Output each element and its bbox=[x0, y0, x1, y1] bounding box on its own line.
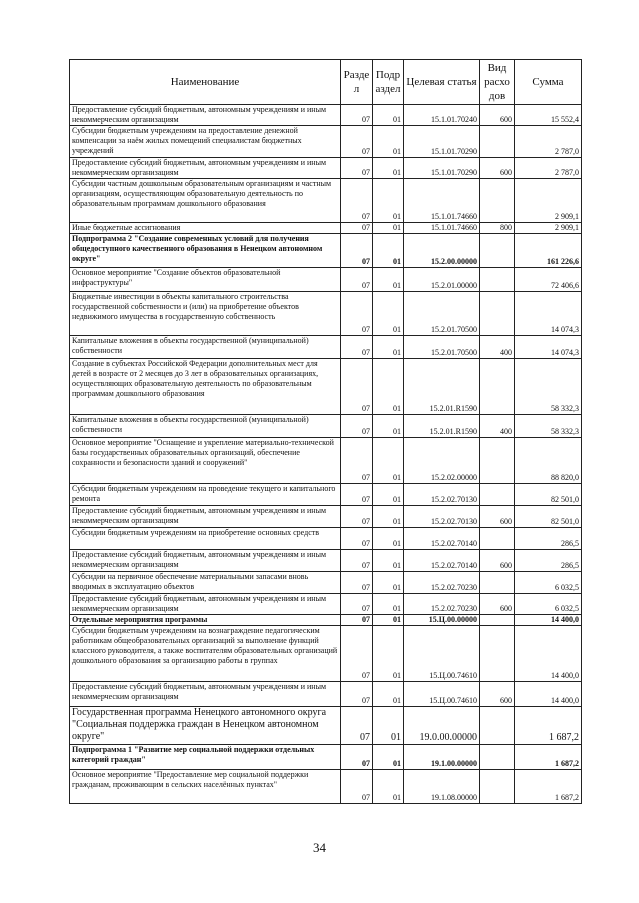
cell-vid: 600 bbox=[480, 158, 515, 179]
cell-name: Предоставление субсидий бюджетным, автономным учреждениям и иным некоммерческим организациям bbox=[70, 594, 341, 615]
cell-sum: 286,5 bbox=[515, 550, 582, 572]
cell-podrazdel: 01 bbox=[373, 745, 404, 770]
cell-podrazdel: 01 bbox=[373, 292, 404, 336]
table-row bbox=[70, 745, 582, 770]
table-row bbox=[70, 359, 582, 415]
cell-sum: 14 400,0 bbox=[515, 682, 582, 707]
cell-podrazdel: 01 bbox=[373, 359, 404, 415]
cell-sum: 6 032,5 bbox=[515, 572, 582, 594]
cell-vid: 600 bbox=[480, 682, 515, 707]
cell-podrazdel: 01 bbox=[373, 528, 404, 550]
cell-razdel: 07 bbox=[341, 770, 373, 804]
cell-razdel: 07 bbox=[341, 126, 373, 158]
cell-name: Государственная программа Ненецкого автономного округа "Социальная поддержка граждан в Ненецком автономном округе" bbox=[70, 707, 341, 745]
cell-sum: 58 332,3 bbox=[515, 359, 582, 415]
cell-razdel: 07 bbox=[341, 336, 373, 359]
table-row bbox=[70, 234, 582, 268]
col-header-vid: Вид расхо дов bbox=[480, 60, 515, 105]
table-row bbox=[70, 415, 582, 438]
cell-target: 15.2.01.R1590 bbox=[404, 415, 480, 438]
cell-vid: 600 bbox=[480, 105, 515, 126]
cell-razdel: 07 bbox=[341, 745, 373, 770]
cell-sum: 2 787,0 bbox=[515, 158, 582, 179]
cell-sum: 1 687,2 bbox=[515, 770, 582, 804]
cell-vid: 600 bbox=[480, 550, 515, 572]
col-header-razdel: Разде л bbox=[341, 60, 373, 105]
cell-name: Подпрограмма 1 "Развитие мер социальной поддержки отдельных категорий граждан" bbox=[70, 745, 341, 770]
cell-name: Субсидии бюджетным учреждениям на приобретение основных средств bbox=[70, 528, 341, 550]
page-number: 34 bbox=[313, 840, 326, 855]
cell-name: Иные бюджетные ассигнования bbox=[70, 223, 341, 234]
cell-sum: 15 552,4 bbox=[515, 105, 582, 126]
cell-vid bbox=[480, 359, 515, 415]
cell-target: 15.1.01.70240 bbox=[404, 105, 480, 126]
cell-target: 19.1.00.00000 bbox=[404, 745, 480, 770]
cell-sum: 14 400,0 bbox=[515, 626, 582, 682]
table-row bbox=[70, 126, 582, 158]
cell-podrazdel: 01 bbox=[373, 336, 404, 359]
table-row bbox=[70, 105, 582, 126]
cell-name: Капитальные вложения в объекты государственной (муниципальной) собственности bbox=[70, 336, 341, 359]
cell-razdel: 07 bbox=[341, 438, 373, 484]
cell-razdel: 07 bbox=[341, 572, 373, 594]
cell-razdel: 07 bbox=[341, 179, 373, 223]
cell-target: 15.2.00.00000 bbox=[404, 234, 480, 268]
cell-vid bbox=[480, 484, 515, 506]
table-header-row bbox=[70, 60, 582, 105]
col-header-target: Целевая статья bbox=[404, 60, 480, 105]
cell-name: Капитальные вложения в объекты государственной (муниципальной) собственности bbox=[70, 415, 341, 438]
cell-podrazdel: 01 bbox=[373, 707, 404, 745]
cell-target: 15.2.02.00000 bbox=[404, 438, 480, 484]
cell-razdel: 07 bbox=[341, 484, 373, 506]
cell-name: Подпрограмма 2 "Создание современных условий для получения общедоступного качественного образования в Ненецком автономном округе" bbox=[70, 234, 341, 268]
cell-target: 15.2.01.70500 bbox=[404, 336, 480, 359]
cell-name: Предоставление субсидий бюджетным, автономным учреждениям и иным некоммерческим организациям bbox=[70, 682, 341, 707]
col-header-name: Наименование bbox=[70, 60, 341, 105]
cell-vid bbox=[480, 572, 515, 594]
cell-podrazdel: 01 bbox=[373, 682, 404, 707]
cell-razdel: 07 bbox=[341, 615, 373, 626]
cell-sum: 286,5 bbox=[515, 528, 582, 550]
table-row bbox=[70, 626, 582, 682]
cell-target: 15.Ц.00.74610 bbox=[404, 626, 480, 682]
cell-podrazdel: 01 bbox=[373, 506, 404, 528]
cell-vid: 600 bbox=[480, 506, 515, 528]
cell-razdel: 07 bbox=[341, 359, 373, 415]
cell-sum: 14 400,0 bbox=[515, 615, 582, 626]
cell-podrazdel: 01 bbox=[373, 594, 404, 615]
cell-razdel: 07 bbox=[341, 550, 373, 572]
cell-razdel: 07 bbox=[341, 158, 373, 179]
cell-razdel: 07 bbox=[341, 234, 373, 268]
cell-sum: 14 074,3 bbox=[515, 292, 582, 336]
cell-sum: 161 226,6 bbox=[515, 234, 582, 268]
table-row bbox=[70, 438, 582, 484]
cell-vid: 800 bbox=[480, 223, 515, 234]
cell-vid bbox=[480, 528, 515, 550]
cell-podrazdel: 01 bbox=[373, 615, 404, 626]
cell-podrazdel: 01 bbox=[373, 770, 404, 804]
cell-podrazdel: 01 bbox=[373, 223, 404, 234]
cell-vid bbox=[480, 615, 515, 626]
cell-razdel: 07 bbox=[341, 223, 373, 234]
cell-target: 15.1.01.70290 bbox=[404, 126, 480, 158]
cell-podrazdel: 01 bbox=[373, 550, 404, 572]
cell-vid bbox=[480, 234, 515, 268]
cell-target: 15.2.01.00000 bbox=[404, 268, 480, 292]
cell-name: Предоставление субсидий бюджетным, автономным учреждениям и иным некоммерческим организациям bbox=[70, 550, 341, 572]
col-header-podrazdel: Подр аздел bbox=[373, 60, 404, 105]
table-row bbox=[70, 484, 582, 506]
table-row bbox=[70, 707, 582, 745]
cell-sum: 2 909,1 bbox=[515, 179, 582, 223]
cell-name: Предоставление субсидий бюджетным, автономным учреждениям и иным некоммерческим организациям bbox=[70, 158, 341, 179]
cell-target: 15.Ц.00.00000 bbox=[404, 615, 480, 626]
cell-target: 15.2.01.R1590 bbox=[404, 359, 480, 415]
cell-name: Субсидии на первичное обеспечение материальными запасами вновь вводимых в эксплуатацию объектов bbox=[70, 572, 341, 594]
cell-name: Основное мероприятие "Создание объектов образовательной инфраструктуры" bbox=[70, 268, 341, 292]
table-row bbox=[70, 682, 582, 707]
cell-sum: 88 820,0 bbox=[515, 438, 582, 484]
cell-target: 15.1.01.70290 bbox=[404, 158, 480, 179]
table-row bbox=[70, 268, 582, 292]
cell-podrazdel: 01 bbox=[373, 438, 404, 484]
cell-razdel: 07 bbox=[341, 707, 373, 745]
cell-vid bbox=[480, 707, 515, 745]
table-row bbox=[70, 336, 582, 359]
cell-podrazdel: 01 bbox=[373, 179, 404, 223]
cell-vid bbox=[480, 626, 515, 682]
cell-name: Субсидии частным дошкольным образовательным организациям и частным организациям, осуществляющим образовательную деятельность по образовательным программам дошкольного образования bbox=[70, 179, 341, 223]
table-row bbox=[70, 292, 582, 336]
cell-name: Основное мероприятие "Оснащение и укрепление материально-технической базы государственных образовательных организаций, обеспечение сохранности и безопасности зданий и сооружений" bbox=[70, 438, 341, 484]
table-row bbox=[70, 179, 582, 223]
cell-podrazdel: 01 bbox=[373, 268, 404, 292]
cell-razdel: 07 bbox=[341, 528, 373, 550]
cell-name: Субсидии бюджетным учреждениям на вознаграждение педагогическим работникам общеобразовательных организаций за выполнение функций классного руководителя, а также воспитателям образовательных организаций дошкольного образования за организацию работы в группах bbox=[70, 626, 341, 682]
cell-razdel: 07 bbox=[341, 682, 373, 707]
cell-target: 15.2.02.70230 bbox=[404, 572, 480, 594]
cell-sum: 1 687,2 bbox=[515, 745, 582, 770]
cell-target: 19.1.08.00000 bbox=[404, 770, 480, 804]
cell-razdel: 07 bbox=[341, 292, 373, 336]
cell-razdel: 07 bbox=[341, 105, 373, 126]
cell-podrazdel: 01 bbox=[373, 626, 404, 682]
table-row bbox=[70, 528, 582, 550]
cell-razdel: 07 bbox=[341, 506, 373, 528]
cell-sum: 82 501,0 bbox=[515, 484, 582, 506]
cell-name: Предоставление субсидий бюджетным, автономным учреждениям и иным некоммерческим организациям bbox=[70, 506, 341, 528]
cell-target: 15.2.02.70140 bbox=[404, 550, 480, 572]
cell-vid bbox=[480, 179, 515, 223]
cell-target: 15.2.02.70230 bbox=[404, 594, 480, 615]
cell-vid bbox=[480, 268, 515, 292]
cell-vid: 400 bbox=[480, 415, 515, 438]
cell-vid bbox=[480, 126, 515, 158]
table-row bbox=[70, 550, 582, 572]
cell-podrazdel: 01 bbox=[373, 415, 404, 438]
cell-target: 15.2.02.70130 bbox=[404, 484, 480, 506]
cell-target: 15.2.01.70500 bbox=[404, 292, 480, 336]
cell-razdel: 07 bbox=[341, 626, 373, 682]
col-header-sum: Сумма bbox=[515, 60, 582, 105]
cell-razdel: 07 bbox=[341, 415, 373, 438]
cell-name: Предоставление субсидий бюджетным, автономным учреждениям и иным некоммерческим организациям bbox=[70, 105, 341, 126]
cell-vid: 400 bbox=[480, 336, 515, 359]
cell-vid: 600 bbox=[480, 594, 515, 615]
cell-vid bbox=[480, 745, 515, 770]
cell-sum: 58 332,3 bbox=[515, 415, 582, 438]
cell-podrazdel: 01 bbox=[373, 484, 404, 506]
table-row bbox=[70, 572, 582, 594]
cell-sum: 72 406,6 bbox=[515, 268, 582, 292]
cell-target: 15.Ц.00.74610 bbox=[404, 682, 480, 707]
cell-sum: 2 787,0 bbox=[515, 126, 582, 158]
cell-target: 15.1.01.74660 bbox=[404, 179, 480, 223]
cell-vid bbox=[480, 438, 515, 484]
table-row bbox=[70, 223, 582, 234]
cell-sum: 14 074,3 bbox=[515, 336, 582, 359]
table-body bbox=[70, 105, 582, 804]
cell-target: 15.2.02.70130 bbox=[404, 506, 480, 528]
cell-target: 15.1.01.74660 bbox=[404, 223, 480, 234]
cell-name: Создание в субъектах Российской Федерации дополнительных мест для детей в возрасте от 2 месяцев до 3 лет в образовательных организациях, осуществляющих образовательную деятельность по образовательным программам дошкольного образования bbox=[70, 359, 341, 415]
cell-sum: 1 687,2 bbox=[515, 707, 582, 745]
cell-sum: 6 032,5 bbox=[515, 594, 582, 615]
cell-target: 15.2.02.70140 bbox=[404, 528, 480, 550]
cell-name: Основное мероприятие "Предоставление мер социальной поддержки гражданам, проживающим в сельских населённых пунктах" bbox=[70, 770, 341, 804]
cell-razdel: 07 bbox=[341, 594, 373, 615]
cell-podrazdel: 01 bbox=[373, 572, 404, 594]
cell-podrazdel: 01 bbox=[373, 105, 404, 126]
cell-sum: 2 909,1 bbox=[515, 223, 582, 234]
cell-podrazdel: 01 bbox=[373, 158, 404, 179]
table-row bbox=[70, 615, 582, 626]
table-row bbox=[70, 770, 582, 804]
table-row bbox=[70, 158, 582, 179]
table-row bbox=[70, 594, 582, 615]
cell-target: 19.0.00.00000 bbox=[404, 707, 480, 745]
cell-name: Отдельные мероприятия программы bbox=[70, 615, 341, 626]
cell-vid bbox=[480, 292, 515, 336]
cell-sum: 82 501,0 bbox=[515, 506, 582, 528]
cell-podrazdel: 01 bbox=[373, 126, 404, 158]
cell-podrazdel: 01 bbox=[373, 234, 404, 268]
cell-name: Субсидии бюджетным учреждениям на проведение текущего и капитального ремонта bbox=[70, 484, 341, 506]
budget-table bbox=[69, 59, 582, 804]
cell-name: Бюджетные инвестиции в объекты капитального строительства государственной собственности и (или) на приобретение объектов недвижимого имущества в государственную собственность bbox=[70, 292, 341, 336]
cell-vid bbox=[480, 770, 515, 804]
cell-name: Субсидии бюджетным учреждениям на предоставление денежной компенсации за наём жилых помещений специалистам бюджетных учреждений bbox=[70, 126, 341, 158]
cell-razdel: 07 bbox=[341, 268, 373, 292]
table-row bbox=[70, 506, 582, 528]
